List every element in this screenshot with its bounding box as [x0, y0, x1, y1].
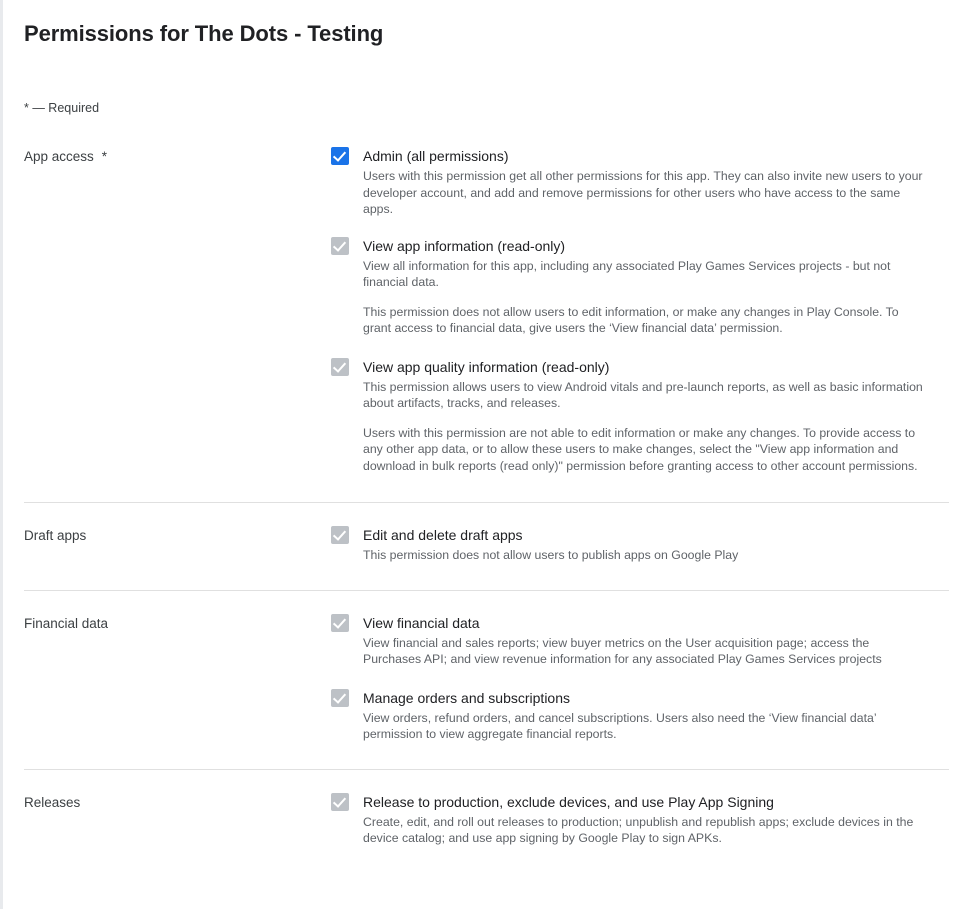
section-body-releases	[331, 792, 949, 847]
permission-title: View app quality information (read-only)	[363, 358, 610, 375]
section-label-app-access	[24, 146, 331, 474]
permission-text	[363, 357, 949, 475]
section-divider	[24, 590, 949, 591]
required-legend: * — Required	[24, 101, 100, 115]
section-label-text: App access	[24, 149, 94, 164]
permission-description: Users with this permission get all other permissions for this app. They can also invite new users to your developer account, and add and remove permissions for other users who have access to the same apps.	[363, 169, 923, 216]
permission-text	[363, 613, 949, 668]
section-label-releases: Releases	[24, 794, 81, 810]
permission-row[interactable]	[331, 236, 949, 337]
checkbox-admin-all-permissions[interactable]	[331, 147, 349, 165]
permission-description: View all information for this app, including any associated Play Games Services projects - but not financial data.	[363, 258, 891, 289]
permission-row[interactable]	[331, 357, 949, 475]
permission-text	[363, 236, 949, 337]
section-body-financial-data	[331, 613, 949, 743]
checkbox-view-app-information[interactable]	[331, 237, 349, 255]
permission-text	[363, 146, 949, 218]
permission-description: This permission does not allow users to publish apps on Google Play	[363, 548, 739, 562]
checkbox-view-app-quality-information[interactable]	[331, 358, 349, 376]
section-body-app-access	[331, 146, 949, 474]
permission-row[interactable]	[331, 525, 949, 564]
page-title: Permissions for The Dots - Testing	[24, 21, 384, 46]
checkbox-release-to-production[interactable]	[331, 793, 349, 811]
section-divider	[24, 502, 949, 503]
permission-text	[363, 525, 949, 564]
permission-title: Admin (all permissions)	[363, 148, 509, 164]
permission-title: Manage orders and subscriptions	[363, 689, 571, 706]
section-label-draft-apps: Draft apps	[24, 528, 87, 543]
permission-title: Edit and delete draft apps	[363, 527, 523, 543]
permission-row[interactable]	[331, 613, 949, 668]
section-label-financial-data: Financial data	[24, 615, 109, 631]
permission-row[interactable]	[331, 146, 949, 218]
checkbox-manage-orders-and-subscriptions[interactable]	[331, 689, 349, 707]
permission-description-extra: Users with this permission are not able to edit information or make any changes. To provide access to any other app data, or to allow these users to make changes, select the "View app information and download in bulk reports (read only)" permission before granting access to other account permissions.	[363, 425, 918, 473]
permission-description-extra: This permission does not allow users to edit information, or make any changes in Play Console. To grant access to financial data, give users the ‘View financial data’ permission.	[363, 304, 899, 335]
permission-description: Create, edit, and roll out releases to production; unpublish and republish apps; exclude devices in the device catalog; and use app signing by Google Play to sign APKs.	[363, 814, 914, 845]
section-divider	[24, 769, 949, 770]
permission-text	[363, 792, 949, 847]
permission-description: View financial and sales reports; view buyer metrics on the User acquisition page; access the Purchases API; and view revenue information for any associated Play Games Services projects	[363, 635, 882, 666]
permission-title: View financial data	[363, 614, 480, 631]
section-draft-apps	[0, 525, 973, 564]
permission-text	[363, 688, 949, 743]
permission-row[interactable]	[331, 688, 949, 743]
left-edge-rail	[0, 0, 3, 909]
permission-row[interactable]	[331, 792, 949, 847]
section-releases	[0, 792, 973, 847]
section-app-access	[0, 146, 973, 474]
permission-title: Release to production, exclude devices, and use Play App Signing	[363, 793, 774, 810]
permission-title: View app information (read-only)	[363, 237, 566, 254]
checkbox-edit-and-delete-draft-apps[interactable]	[331, 526, 349, 544]
checkbox-view-financial-data[interactable]	[331, 614, 349, 632]
section-financial-data	[0, 613, 973, 743]
required-asterisk: *	[101, 149, 108, 164]
permission-description: View orders, refund orders, and cancel subscriptions. Users also need the ‘View financial data’ permission to view aggregate financial reports.	[363, 710, 877, 741]
permission-description: This permission allows users to view Android vitals and pre-launch reports, as well as basic information about artifacts, tracks, and releases.	[363, 379, 923, 410]
section-body-draft-apps	[331, 525, 949, 564]
